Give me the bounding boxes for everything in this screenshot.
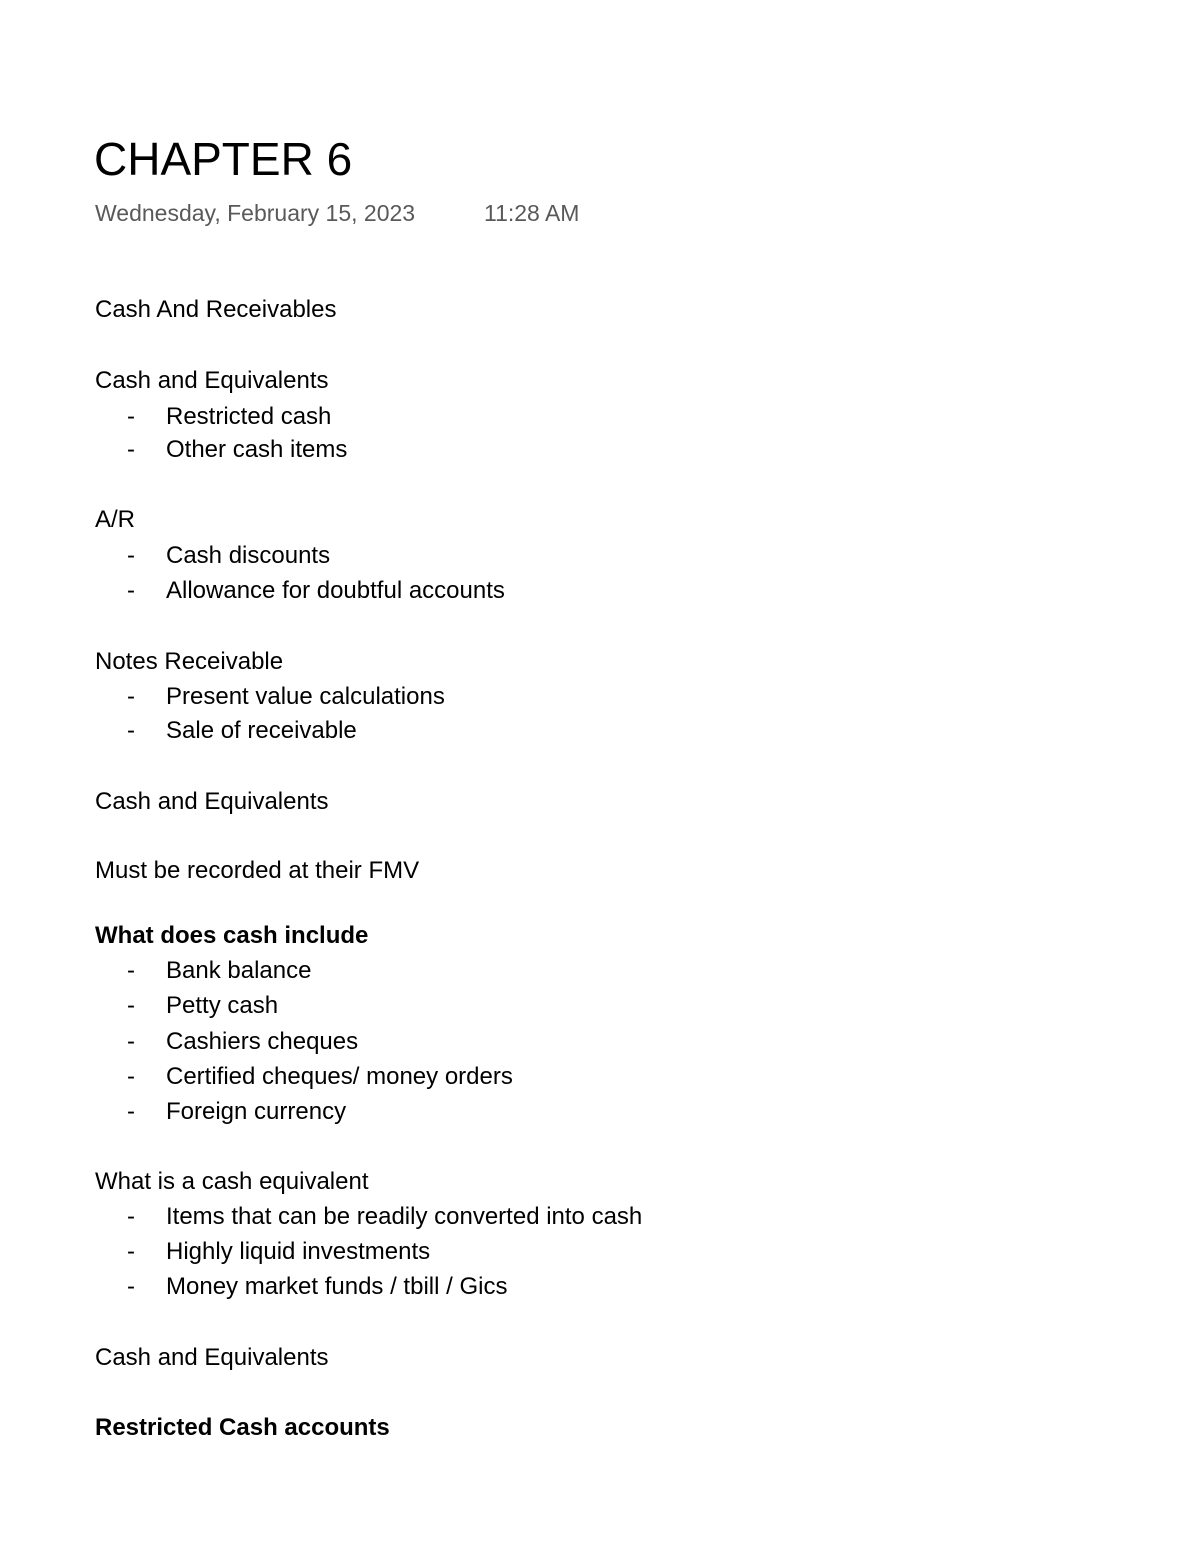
list-item: Present value calculations	[166, 683, 445, 710]
list-item: Restricted cash	[166, 403, 332, 430]
bullet-dash: -	[127, 957, 135, 984]
section-heading: Cash and Equivalents	[95, 367, 329, 394]
list-item: Highly liquid investments	[166, 1238, 431, 1265]
list-item: Certified cheques/ money orders	[166, 1063, 513, 1090]
list-item: Money market funds / tbill / Gics	[166, 1273, 508, 1300]
bullet-dash: -	[127, 542, 135, 569]
list-item: Cash discounts	[166, 542, 331, 569]
bullet-dash: -	[127, 683, 135, 710]
bullet-dash: -	[127, 992, 135, 1019]
section-heading: Notes Receivable	[95, 648, 284, 675]
section-heading-bold: What does cash include	[95, 922, 369, 949]
bullet-dash: -	[127, 1273, 135, 1300]
bullet-dash: -	[127, 1063, 135, 1090]
bullet-dash: -	[127, 1238, 135, 1265]
list-item: Other cash items	[166, 436, 348, 463]
bullet-dash: -	[127, 1098, 135, 1125]
section-heading: A/R	[95, 506, 136, 533]
list-item: Cashiers cheques	[166, 1028, 359, 1055]
note-time: 11:28 AM	[484, 200, 580, 226]
section-heading-bold: Restricted Cash accounts	[95, 1414, 390, 1441]
list-item: Bank balance	[166, 957, 312, 984]
section-heading: Cash and Equivalents	[95, 788, 329, 815]
list-item: Items that can be readily converted into cash	[166, 1203, 643, 1230]
bullet-dash: -	[127, 1203, 135, 1230]
list-item: Sale of receivable	[166, 717, 357, 744]
list-item: Foreign currency	[166, 1098, 347, 1125]
note-text: Must be recorded at their FMV	[95, 857, 420, 884]
bullet-dash: -	[127, 1028, 135, 1055]
list-item: Petty cash	[166, 992, 279, 1019]
bullet-dash: -	[127, 577, 135, 604]
section-heading: Cash and Equivalents	[95, 1344, 329, 1371]
list-item: Allowance for doubtful accounts	[166, 577, 505, 604]
page-title: CHAPTER 6	[94, 133, 353, 185]
section-heading: Cash And Receivables	[95, 296, 337, 323]
note-date: Wednesday, February 15, 2023	[95, 200, 416, 226]
section-heading: What is a cash equivalent	[95, 1168, 369, 1195]
bullet-dash: -	[127, 436, 135, 463]
bullet-dash: -	[127, 403, 135, 430]
bullet-dash: -	[127, 717, 135, 744]
